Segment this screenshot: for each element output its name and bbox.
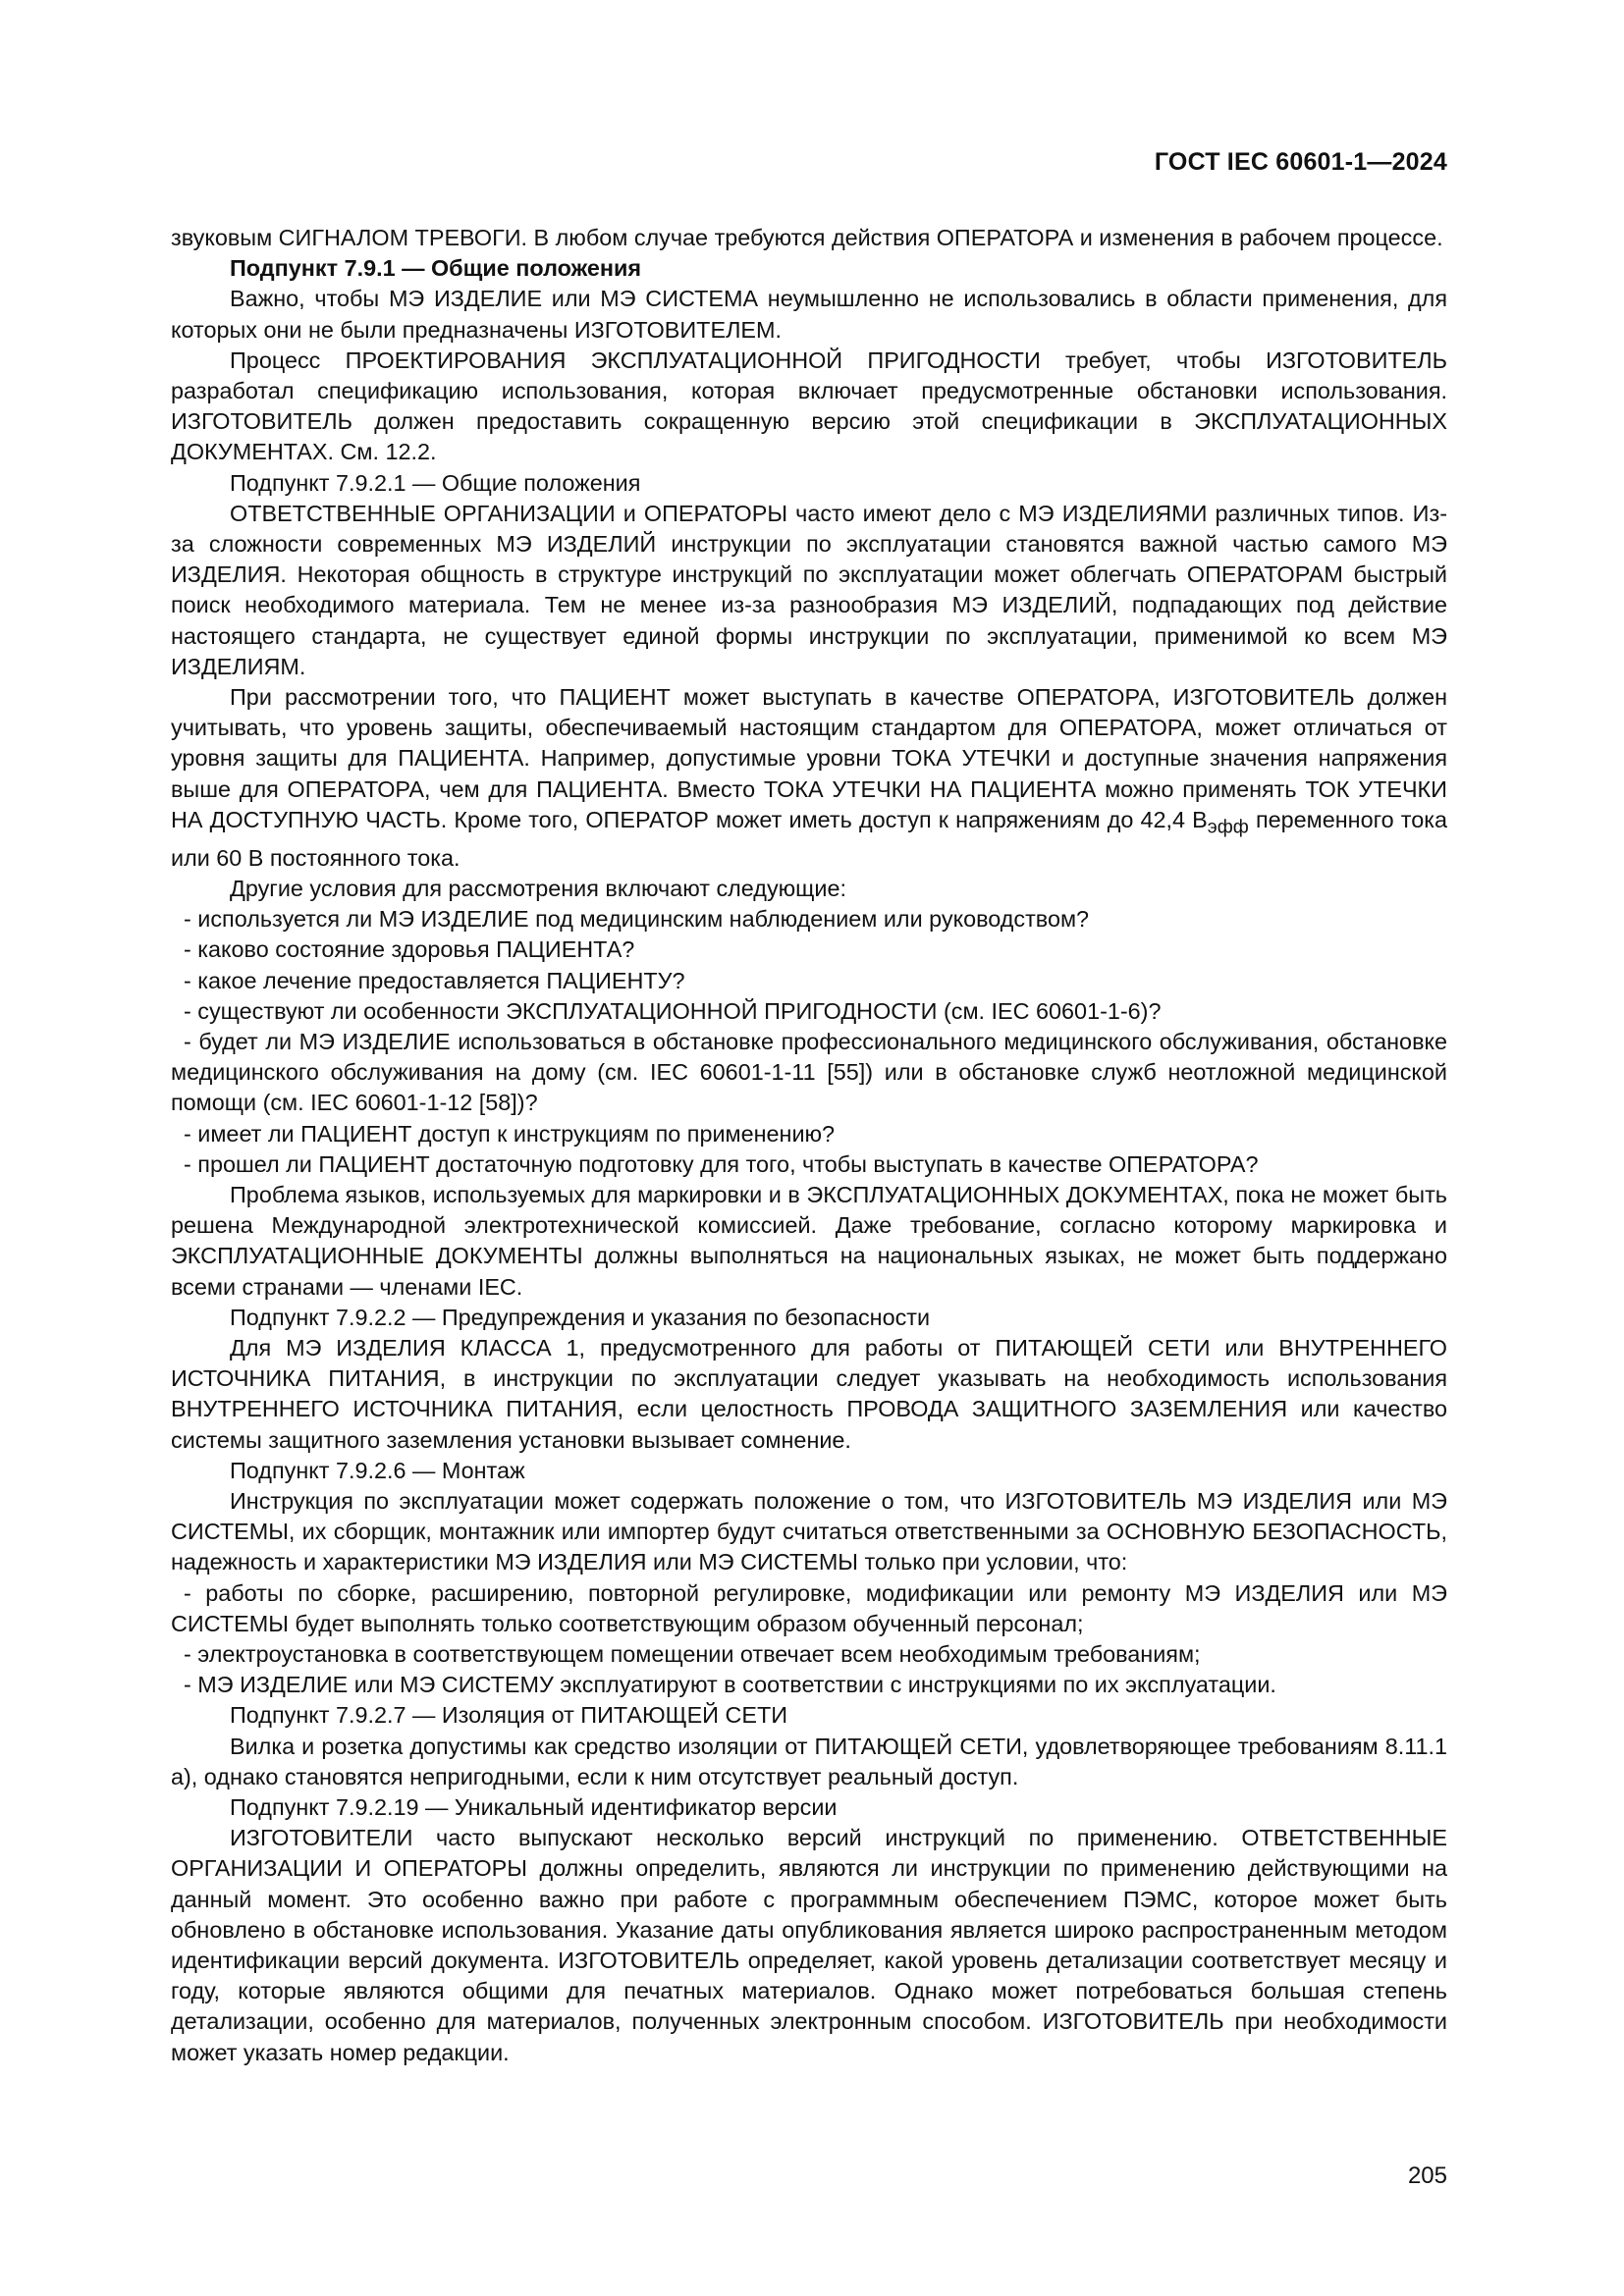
list-item: - существуют ли особенности ЭКСПЛУАТАЦИОННОЙ ПРИГОДНОСТИ (см. IEC 60601-1-6)?	[184, 997, 1162, 1024]
list-item: - прошел ли ПАЦИЕНТ достаточную подготовку для того, чтобы выступать в качестве ОПЕРАТОРА?	[184, 1150, 1259, 1177]
subclause-heading-7-9-1: Подпункт 7.9.1 — Общие положения	[230, 255, 642, 282]
paragraph: Вилка и розетка допустимы как средство изоляции от ПИТАЮЩЕЙ СЕТИ, удовлетворяющее требованиям 8.11.1 а), однако становятся непригодными, если к ним отсутствует реальный доступ.	[171, 1733, 1447, 1789]
subclause-heading-7-9-2-1: Подпункт 7.9.2.1 — Общие положения	[230, 469, 641, 496]
paragraph-text: При рассмотрении того, что ПАЦИЕНТ может выступать в качестве ОПЕРАТОРА, ИЗГОТОВИТЕЛЬ должен учитывать, что уровень защиты, обеспечиваемый настоящим стандартом для ОПЕРАТОРА, может отличаться от уровня защиты для ПАЦИЕНТА. Например, допустимые уровни ТОКА УТЕЧКИ и доступные значения напряжения выше для ОПЕРАТОРА, чем для ПАЦИЕНТА. Вместо ТОКА УТЕЧКИ НА ПАЦИЕНТА можно применять ТОК УТЕЧКИ НА ДОСТУПНУЮ ЧАСТЬ. Кроме того, ОПЕРАТОР может иметь доступ к напряжениям до 42,4 В	[171, 684, 1447, 832]
page-header-standard: ГОСТ IEC 60601-1—2024	[1154, 148, 1447, 176]
paragraph: Процесс ПРОЕКТИРОВАНИЯ ЭКСПЛУАТАЦИОННОЙ ПРИГОДНОСТИ требует, чтобы ИЗГОТОВИТЕЛЬ разработал спецификацию использования, которая включает предусмотренные обстановки использования. ИЗГОТОВИТЕЛЬ должен предоставить сокращенную версию этой спецификации в ЭКСПЛУАТАЦИОННЫХ ДОКУМЕНТАХ. См. 12.2.	[171, 347, 1447, 465]
paragraph: Важно, чтобы МЭ ИЗДЕЛИЕ или МЭ СИСТЕМА неумышленно не использовались в области применения, для которых они не были предназначены ИЗГОТОВИТЕЛЕМ.	[171, 286, 1447, 343]
list-item: - будет ли МЭ ИЗДЕЛИЕ использоваться в обстановке профессионального медицинского обслуживания, обстановке медицинского обслуживания на дому (см. IEC 60601-1-11 [55]) или в обстановке служб неотложной медицинской помощи (см. IEC 60601-1-12 [58])?	[171, 1028, 1447, 1116]
document-body	[171, 223, 1447, 2068]
subscript-eff: эфф	[1207, 816, 1249, 838]
subclause-heading-7-9-2-19: Подпункт 7.9.2.19 — Уникальный идентификатор версии	[230, 1794, 838, 1821]
paragraph: Инструкция по эксплуатации может содержать положение о том, что ИЗГОТОВИТЕЛЬ МЭ ИЗДЕЛИЯ или МЭ СИСТЕМЫ, их сборщик, монтажник или импортер будут считаться ответственными за ОСНОВНУЮ БЕЗОПАСНОСТЬ, надежность и характеристики МЭ ИЗДЕЛИЯ или МЭ СИСТЕМЫ только при условии, что:	[171, 1488, 1447, 1575]
subclause-heading-7-9-2-2: Подпункт 7.9.2.2 — Предупреждения и указания по безопасности	[230, 1304, 931, 1330]
list-item: - имеет ли ПАЦИЕНТ доступ к инструкциям по применению?	[184, 1120, 836, 1147]
list-item: - электроустановка в соответствующем помещении отвечает всем необходимым требованиям;	[184, 1641, 1201, 1668]
paragraph: Для МЭ ИЗДЕЛИЯ КЛАССА 1, предусмотренного для работы от ПИТАЮЩЕЙ СЕТИ или ВНУТРЕННЕГО ИСТОЧНИКА ПИТАНИЯ, в инструкции по эксплуатации следует указывать на необходимость использования ВНУТРЕННЕГО ИСТОЧНИКА ПИТАНИЯ, если целостность ПРОВОДА ЗАЩИТНОГО ЗАЗЕМЛЕНИЯ или качество системы защитного заземления установки вызывает сомнение.	[171, 1334, 1447, 1453]
paragraph: Другие условия для рассмотрения включают следующие:	[230, 875, 846, 901]
paragraph: звуковым СИГНАЛОМ ТРЕВОГИ. В любом случае требуются действия ОПЕРАТОРА и изменения в рабочем процессе.	[171, 225, 1443, 250]
paragraph-text-tail: переменного тока или 60 В постоянного тока.	[171, 806, 1447, 871]
list-item: - какое лечение предоставляется ПАЦИЕНТУ?	[184, 967, 685, 993]
subclause-heading-7-9-2-6: Подпункт 7.9.2.6 — Монтаж	[230, 1457, 525, 1483]
list-item: - работы по сборке, расширению, повторной регулировке, модификации или ремонту МЭ ИЗДЕЛИЯ или МЭ СИСТЕМЫ будет выполнять только соответствующим образом обученный персонал;	[171, 1579, 1447, 1636]
page-number: 205	[1407, 2163, 1447, 2189]
list-item: - используется ли МЭ ИЗДЕЛИЕ под медицинским наблюдением или руководством?	[184, 906, 1090, 933]
paragraph	[171, 682, 1447, 874]
list-item: - МЭ ИЗДЕЛИЕ или МЭ СИСТЕМУ эксплуатируют в соответствии с инструкциями по их эксплуатации.	[184, 1672, 1276, 1698]
paragraph: ИЗГОТОВИТЕЛИ часто выпускают несколько версий инструкций по применению. ОТВЕТСТВЕННЫЕ ОРГАНИЗАЦИИ И ОПЕРАТОРЫ должны определить, являются ли инструкции по применению действующими на данный момент. Это особенно важно при работе с программным обеспечением ПЭМС, которое может быть обновлено в обстановке использования. Указание даты опубликования является широко распространенным методом идентификации версий документа. ИЗГОТОВИТЕЛЬ определяет, какой уровень детализации соответствует месяцу и году, которые являются общими для печатных материалов. Однако может потребоваться большая степень детализации, особенно для материалов, полученных электронным способом. ИЗГОТОВИТЕЛЬ при необходимости может указать номер редакции.	[171, 1825, 1447, 2065]
list-item: - каково состояние здоровья ПАЦИЕНТА?	[184, 936, 635, 963]
subclause-heading-7-9-2-7: Подпункт 7.9.2.7 — Изоляция от ПИТАЮЩЕЙ СЕТИ	[230, 1702, 788, 1729]
paragraph: Проблема языков, используемых для маркировки и в ЭКСПЛУАТАЦИОННЫХ ДОКУМЕНТАХ, пока не может быть решена Международной электротехнической комиссией. Даже требование, согласно которому маркировка и ЭКСПЛУАТАЦИОННЫЕ ДОКУМЕНТЫ должны выполняться на национальных языках, не может быть поддержано всеми странами — членами IEC.	[171, 1181, 1447, 1300]
paragraph: ОТВЕТСТВЕННЫЕ ОРГАНИЗАЦИИ и ОПЕРАТОРЫ часто имеют дело с МЭ ИЗДЕЛИЯМИ различных типов. Из-за сложности современных МЭ ИЗДЕЛИЙ инструкции по эксплуатации становятся важной частью самого МЭ ИЗДЕЛИЯ. Некоторая общность в структуре инструкций по эксплуатации может облегчать ОПЕРАТОРАМ быстрый поиск необходимого материала. Тем не менее из-за разнообразия МЭ ИЗДЕЛИЙ, подпадающих под действие настоящего стандарта, не существует единой формы инструкции по эксплуатации, применимой ко всем МЭ ИЗДЕЛИЯМ.	[171, 500, 1447, 679]
